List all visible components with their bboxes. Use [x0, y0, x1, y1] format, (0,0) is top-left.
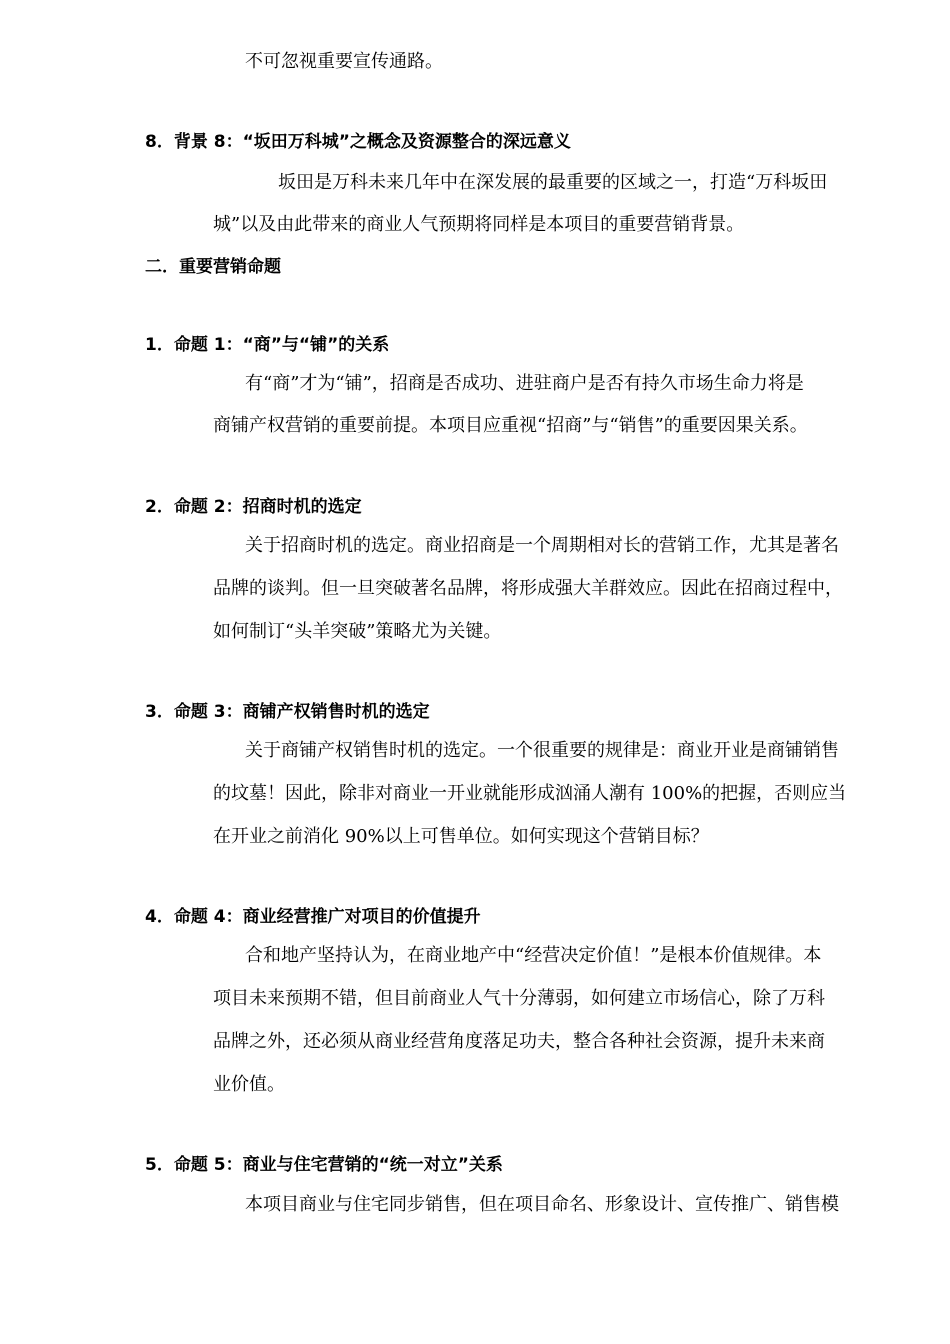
body-line: 不可忽视重要宣传通路。 [245, 51, 443, 72]
proposition-4-heading: 4．命题 4：商业经营推广对项目的价值提升 [145, 907, 481, 927]
body-line: 本项目商业与住宅同步销售，但在项目命名、形象设计、宣传推广、销售模 [245, 1194, 839, 1215]
body-line: 品牌的谈判。但一旦突破著名品牌，将形成强大羊群效应。因此在招商过程中， [213, 578, 843, 599]
body-line: 合和地产坚持认为，在商业地产中“经营决定价值！”是根本价值规律。本 [245, 945, 822, 966]
body-line: 关于商铺产权销售时机的选定。一个很重要的规律是：商业开业是商铺销售 [245, 740, 839, 761]
body-line: 的坟墓！因此，除非对商业一开业就能形成汹涌人潮有 100%的把握，否则应当 [213, 783, 847, 804]
body-line: 坂田是万科未来几年中在深发展的最重要的区域之一，打造“万科坂田 [278, 172, 828, 193]
section-heading-background-8: 8．背景 8：“坂田万科城”之概念及资源整合的深远意义 [145, 132, 571, 152]
proposition-5-heading: 5．命题 5：商业与住宅营销的“统一对立”关系 [145, 1155, 503, 1175]
proposition-1-heading: 1．命题 1：“商”与“铺”的关系 [145, 335, 390, 355]
body-line: 项目未来预期不错，但目前商业人气十分薄弱，如何建立市场信心，除了万科 [213, 988, 825, 1009]
chapter-heading: 二．重要营销命题 [145, 257, 281, 277]
proposition-2-heading: 2．命题 2：招商时机的选定 [145, 497, 362, 517]
body-line: 城”以及由此带来的商业人气预期将同样是本项目的重要营销背景。 [213, 214, 745, 235]
body-line: 商铺产权营销的重要前提。本项目应重视“招商”与“销售”的重要因果关系。 [213, 415, 808, 436]
body-line: 如何制订“头羊突破”策略尤为关键。 [213, 621, 502, 642]
body-line: 有“商”才为“铺”，招商是否成功、进驻商户是否有持久市场生命力将是 [245, 373, 804, 394]
body-line: 关于招商时机的选定。商业招商是一个周期相对长的营销工作，尤其是著名 [245, 535, 839, 556]
body-line: 品牌之外，还必须从商业经营角度落足功夫，整合各种社会资源，提升未来商 [213, 1031, 825, 1052]
proposition-3-heading: 3．命题 3：商铺产权销售时机的选定 [145, 702, 430, 722]
body-line: 业价值。 [213, 1074, 285, 1095]
body-line: 在开业之前消化 90%以上可售单位。如何实现这个营销目标？ [213, 826, 709, 847]
